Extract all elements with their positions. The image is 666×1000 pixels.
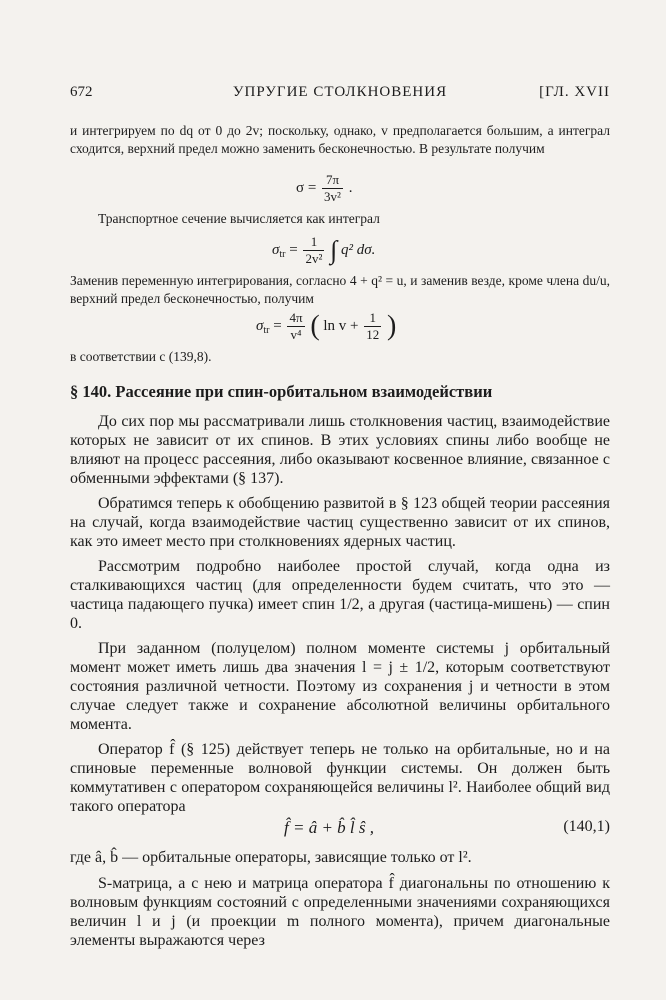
eq2-subscript: tr [279,248,286,260]
running-header [70,84,610,106]
eq2-integrand: q² dσ. [341,241,376,258]
eq1-lhs: σ = [296,179,317,196]
section-heading: § 140. Рассеяние при спин-орбитальном взаимодействии [70,382,493,401]
eq3-subscript: tr [263,324,270,336]
paragraph-reference: в соответствии с (139,8). [70,349,212,364]
eq3-open-paren: ( [310,310,320,342]
body-paragraph-2: Обратимся теперь к обобщению развитой в § 123 общей теории рассеяния на случай, когда взаимодействие частиц существенно зависит от их спинов, как это имеет место при столкновениях ядерных частиц. [70,495,610,550]
eq3-log-term: ln v + [323,317,359,334]
equation-140-1 [70,818,610,842]
eq3-denominator: v⁴ [290,327,302,342]
paragraph-intro: и интегрируем по dq от 0 до 2v; поскольку, однако, v предполагается большим, а интеграл сходится, верхний предел можно заменить бесконечностью. В результате получим [70,123,610,156]
equation-sigma [296,172,352,205]
eq2-lhs: σ [272,241,280,258]
equation-sigma-tr-integral [272,234,375,267]
eq3-numerator-2: 1 [364,310,381,327]
eq1-numerator: 7π [322,172,343,189]
body-text-block [70,412,610,822]
body-paragraph-6: S-матрица, а с нею и матрица оператора f̂ диагональны по отношению к волновым функциям состояний с определенными значениями сохраняющихся величин l и j (и проекции m полного момента), причем диагональные элементы выражаются через [70,875,610,949]
eq2-numerator: 1 [303,234,324,251]
eq3-denominator-2: 12 [366,327,380,342]
page-number: 672 [70,84,93,100]
body-paragraph-1: До сих пор мы рассматривали лишь столкновения частиц, взаимодействие которых не зависит от их спинов. В этих условиях спины либо вообще не влияют на процесс рассеяния, либо оказывают косвенное влияние, связанное с обменными эффектами (§ 137). [70,413,610,487]
eq1-denominator: 3v² [324,189,341,204]
eq2-fraction [303,234,324,267]
paragraph-transport: Транспортное сечение вычисляется как интеграл [98,211,380,226]
equation-expression: f̂ = â + b̂ l̂ ŝ , [284,818,375,837]
eq2-denominator: 2v² [305,251,323,266]
body-paragraph-3: Рассмотрим подробно наиболее простой случай, когда одна из сталкивающихся частиц (для определенности будем считать, что это — частица падающего пучка) имеет спин 1/2, а другая (частица-мишень) — спин 0. [70,558,610,632]
eq1-fraction [322,172,343,205]
running-title: УПРУГИЕ СТОЛКНОВЕНИЯ [232,84,448,100]
equation-number: (140,1) [563,818,610,835]
integral-sign: ∫ [330,235,338,265]
eq3-lhs: σ [256,317,264,334]
body-text-last [70,874,610,956]
eq3-close-paren: ) [387,310,397,342]
paragraph-substitution: Заменив переменную интегрирования, согласно 4 + q² = u, и заменив везде, кроме члена du/u, верхний предел бесконечностью, получим [70,273,610,306]
chapter-label: [ГЛ. XVII [539,84,610,100]
equation-sigma-tr-result [256,310,396,343]
eq3-numerator: 4π [289,310,303,325]
eq1-tail: . [348,179,353,196]
body-paragraph-5: Оператор f̂ (§ 125) действует теперь не только на орбитальные, но и на спиновые переменные волновой функции системы. Он должен быть коммутативен с оператором сохраняющейся величины l². Наиболее общий вид такого оператора [70,741,610,815]
eq3-fraction-2 [364,310,381,343]
text-after-equation: где â, b̂ — орбитальные операторы, зависящие только от l². [70,849,472,866]
eq3-fraction [287,310,304,343]
body-paragraph-4: При заданном (полуцелом) полном моменте системы j орбитальный момент может иметь лишь два значения l = j ± 1/2, которым соответствуют состояния различной четности. Поэтому из сохранения j и четности в этом случае следует также и сохранение абсолютной величины орбитального момента. [70,640,610,733]
eq3-equals: = [273,317,282,334]
eq2-equals: = [289,241,298,258]
